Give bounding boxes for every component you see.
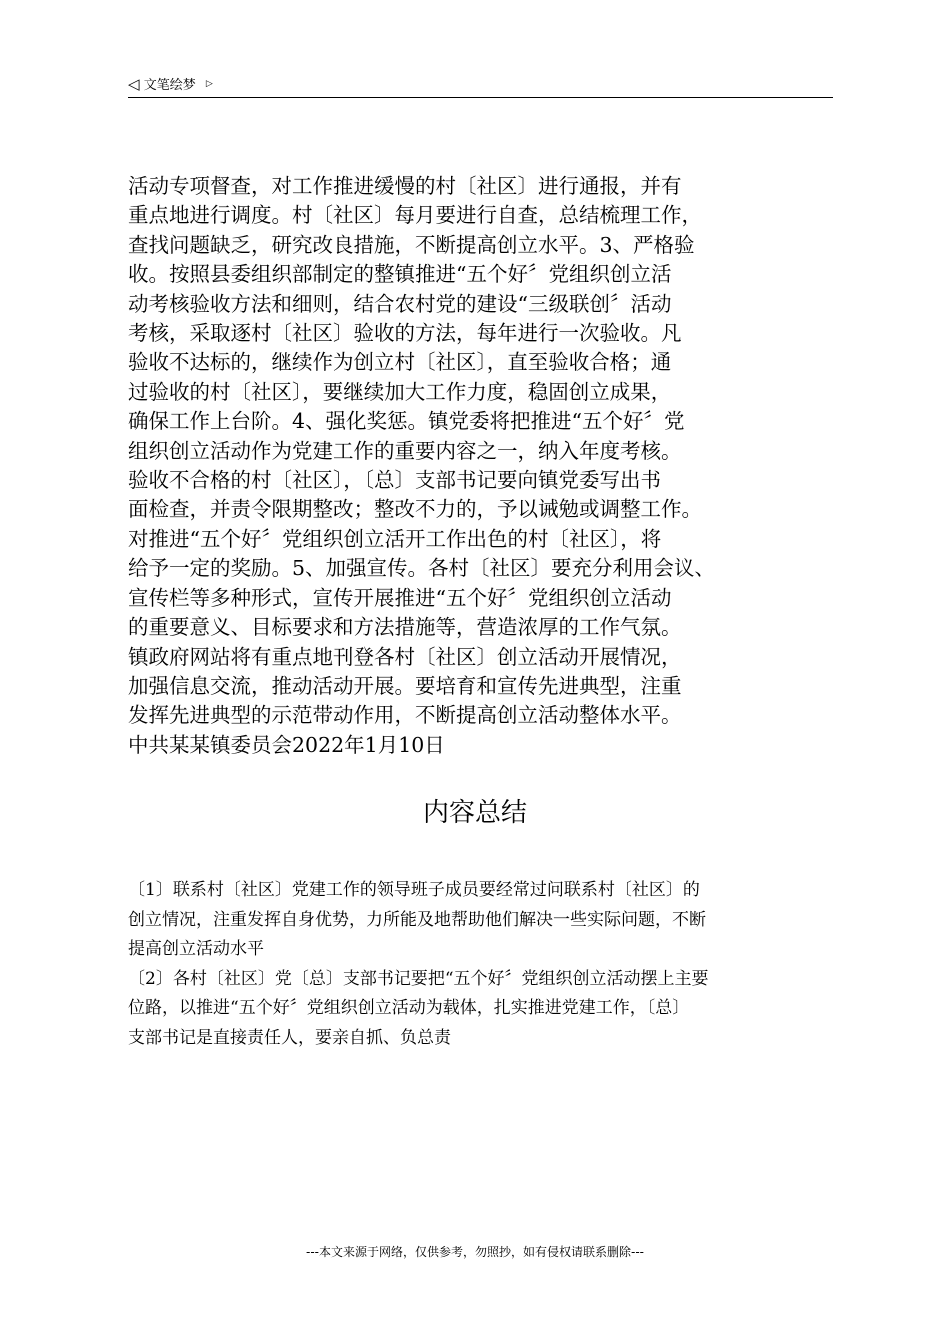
summary-paragraph	[128, 876, 838, 1053]
left-triangle-icon: ◁	[128, 75, 140, 93]
body-line: 验收不达标的，继续作为创立村〔社区〕，直至验收合格；通	[128, 350, 672, 375]
body-line: 组织创立活动作为党建工作的重要内容之一，纳入年度考核。	[128, 438, 682, 463]
summary-line: 支部书记是直接责任人，要亲自抓、负总责	[128, 1027, 451, 1048]
body-line: 面检查，并责令限期整改；整改不力的，予以诫勉或调整工作。	[128, 497, 702, 522]
summary-line: 提高创立活动水平	[128, 939, 264, 959]
body-line: 加强信息交流，推动活动开展。要培育和宣传先进典型，注重	[128, 673, 682, 698]
page-footer: ---本文来源于网络，仅供参考，勿照抄，如有侵权请联系删除---	[306, 1245, 644, 1259]
summary-line: 〔2〕各村〔社区〕党〔总〕支部书记要把“五个好〞党组织创立活动摆上主要	[128, 968, 709, 989]
body-line: 动考核验收方法和细则，结合农村党的建设“三级联创〞活动	[128, 291, 672, 316]
body-line: 活动专项督查，对工作推进缓慢的村〔社区〕进行通报，并有	[128, 174, 682, 198]
body-line: 给予一定的奖励。5、加强宣传。各村〔社区〕要充分利用会议、	[128, 556, 716, 581]
body-line: 收。按照县委组织部制定的整镇推进“五个好〞党组织创立活	[128, 262, 672, 287]
body-line: 过验收的村〔社区〕，要继续加大工作力度，稳固创立成果，	[128, 379, 672, 404]
body-line: 发挥先进典型的示范带动作用，不断提高创立活动整体水平。	[128, 703, 682, 728]
header-divider	[128, 97, 833, 98]
body-paragraph	[128, 172, 848, 760]
body-line: 考核，采取逐村〔社区〕验收的方法，每年进行一次验收。凡	[128, 321, 682, 346]
right-triangle-icon: ▷	[205, 79, 213, 89]
body-line: 重点地进行调度。村〔社区〕每月要进行自查，总结梳理工作，	[128, 203, 702, 228]
header-brand	[128, 74, 213, 97]
body-line: 对推进“五个好〞党组织创立活开工作出色的村〔社区〕，将	[128, 526, 662, 551]
summary-line: 〔1〕联系村〔社区〕党建工作的领导班子成员要经常过问联系村〔社区〕的	[128, 880, 700, 900]
summary-line: 创立情况，注重发挥自身优势，力所能及地帮助他们解决一些实际问题，不断	[128, 909, 706, 930]
body-line: 确保工作上台阶。4、强化奖惩。镇党委将把推进“五个好〞党	[128, 409, 685, 434]
body-line: 查找问题缺乏，研究改良措施，不断提高创立水平。3、严格验	[128, 232, 695, 257]
signature-line: 中共某某镇委员会2022年1月10日	[128, 732, 445, 757]
body-line: 宣传栏等多种形式，宣传开展推进“五个好〞党组织创立活动	[128, 585, 672, 610]
summary-heading: 内容总结	[422, 798, 527, 828]
body-line: 镇政府网站将有重点地刊登各村〔社区〕创立活动开展情况，	[128, 644, 682, 669]
body-line: 的重要意义、目标要求和方法措施等，营造浓厚的工作气氛。	[128, 615, 682, 640]
summary-line: 位路，以推进“五个好〞党组织创立活动为载体，扎实推进党建工作，〔总〕	[128, 998, 690, 1018]
page-header	[128, 74, 833, 96]
header-title: 文笔绘梦	[143, 78, 196, 93]
body-line: 验收不合格的村〔社区〕，〔总〕支部书记要向镇党委写出书	[128, 468, 661, 493]
